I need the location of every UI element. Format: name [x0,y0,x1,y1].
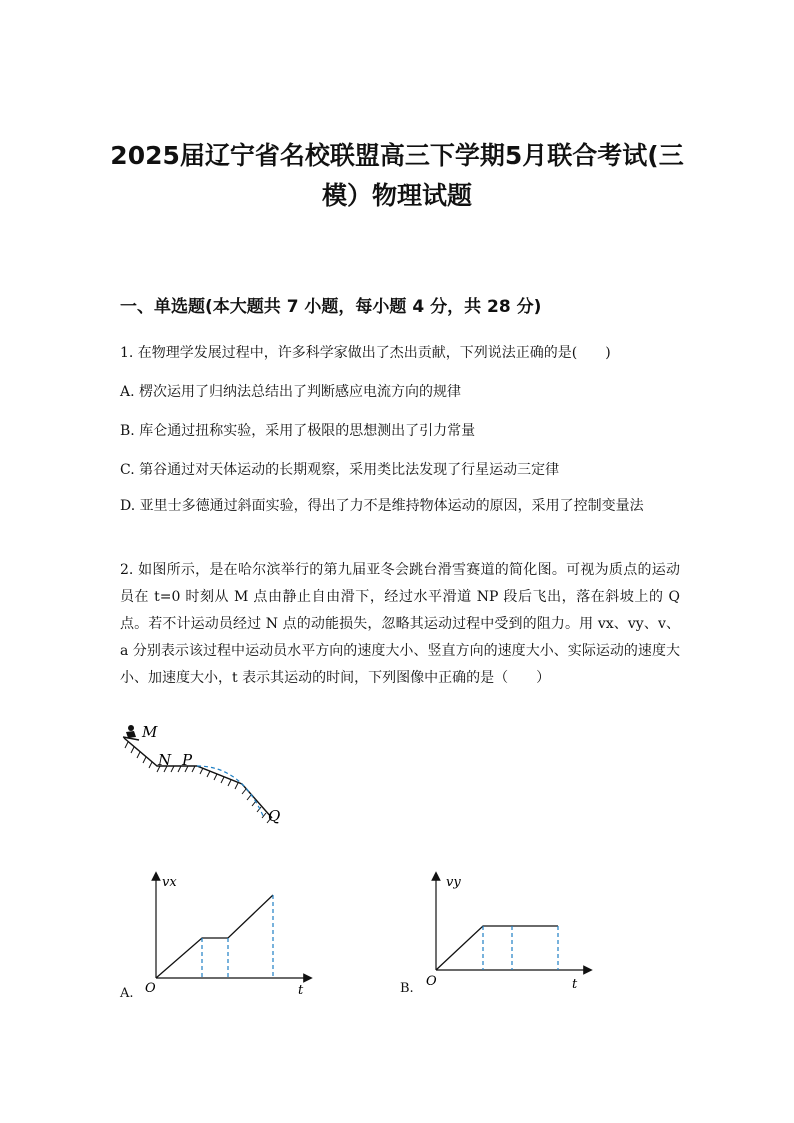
option-b-label: B. [400,981,414,996]
skier-icon [123,725,139,740]
q1-option-b: B. 库仑通过扭称实验，采用了极限的思想测出了引力常量 [120,423,476,439]
graph-b-xlabel: t [572,977,578,992]
graph-b-curve [436,926,558,970]
graph-a-xlabel: t [298,983,304,998]
q1-option-c: C. 第谷通过对天体运动的长期观察，采用类比法发现了行星运动三定律 [120,462,560,478]
graph-b [420,868,600,1000]
flight-trajectory [197,766,264,818]
q1-stem: 1. 在物理学发展过程中，许多科学家做出了杰出贡献，下列说法正确的是( ) [120,345,611,361]
label-p: P [182,751,193,769]
slope-hatching [125,742,271,823]
label-q: Q [268,807,281,825]
q1-option-a: A. 楞次运用了归纳法总结出了判断感应电流方向的规律 [120,384,462,400]
graph-a-origin: O [145,981,156,996]
ski-jump-diagram [112,718,302,838]
graph-b-origin: O [426,974,437,989]
q1-option-d: D. 亚里士多德通过斜面实验，得出了力不是维持物体运动的原因，采用了控制变量法 [120,498,644,514]
graph-a-ylabel: vx [162,875,177,890]
page-title: 2025届辽宁省名校联盟高三下学期5月联合考试(三模）物理试题 [110,141,684,210]
section-heading: 一、单选题(本大题共 7 小题，每小题 4 分，共 28 分) [120,297,542,317]
option-a-label: A. [120,986,134,1001]
label-n: N [158,751,172,769]
q2-stem: 2. 如图所示，是在哈尔滨举行的第九届亚冬会跳台滑雪赛道的简化图。可视为质点的运动员在 t=0 时刻从 M 点由静止自由滑下，经过水平滑道 NP 段后飞出，落在斜坡上的 Q 点。若不计运动员经过 N 点的动能损失，忽略其运动过程中受到的阻力。用 vx、vy、v、a 分别表示该过程中运动员水平方向的速度大小、竖直方向的速度大小、实际运动的速度大小、加速度大小，t 表示其运动的时间，下列图像中正确的是（ ） [120,562,680,686]
graph-b-ylabel: vy [446,875,461,890]
label-m: M [142,723,158,741]
graph-a-curve [156,895,273,978]
slope-surface [124,738,272,818]
graph-a [140,868,320,1000]
